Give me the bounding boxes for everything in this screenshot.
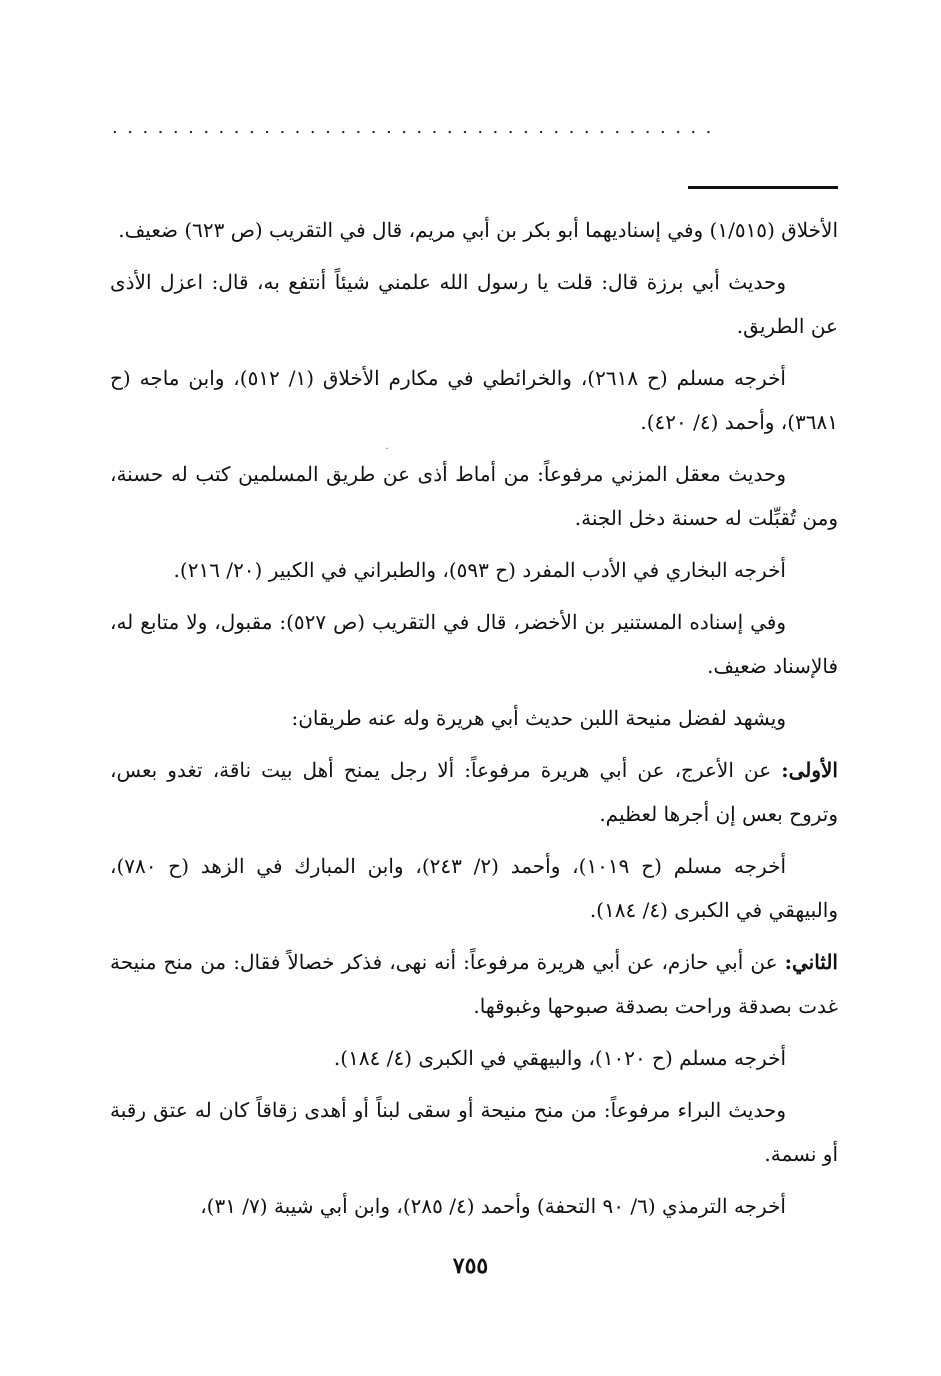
- paragraph-4: وحديث معقل المزني مرفوعاً: من أماط أذى عن طريق المسلمين كتب له حسنة، ومن تُقبِّلت له حسنة دخل الجنة.: [110, 462, 838, 530]
- footnote-separator-rule: [688, 186, 838, 189]
- page-number: ٧٥٥: [452, 1253, 489, 1279]
- paragraph-2: وحديث أبي برزة قال: قلت يا رسول الله علمني شيئاً أنتفع به، قال: اعزل الأذى عن الطريق.: [110, 270, 838, 338]
- footnote-text-block: [110, 208, 838, 1236]
- paragraph-10-body: عن أبي حازم، عن أبي هريرة مرفوعاً: أنه نهى، فذكر خصالاً فقال: من منح منيحة غدت بصدقة وراحت بصدقة صبوحها وغبوقها.: [110, 950, 838, 1018]
- paragraph-13: أخرجه الترمذي (٦/ ٩٠ التحفة) وأحمد (٤/ ٢٨٥)، وابن أبي شيبة (٧/ ٣١)،: [200, 1194, 786, 1218]
- paragraph-12: وحديث البراء مرفوعاً: من منح منيحة أو سقى لبناً أو أهدى زقاقاً كان له عتق رقبة أو نسمة.: [110, 1098, 838, 1166]
- paragraph-7: ويشهد لفضل منيحة اللبن حديث أبي هريرة وله عنه طريقان:: [291, 706, 786, 730]
- paragraph-6: وفي إسناده المستنير بن الأخضر، قال في التقريب (ص ٥٢٧): مقبول، ولا متابع له، فالإسناد ضعيف.: [110, 610, 838, 678]
- paragraph-9: أخرجه مسلم (ح ١٠١٩)، وأحمد (٢/ ٢٤٣)، وابن المبارك في الزهد (ح ٧٨٠)، والبيهقي في الكبرى (٤/ ١٨٤).: [110, 854, 838, 922]
- scan-speck: ˙: [384, 446, 390, 460]
- paragraph-11: أخرجه مسلم (ح ١٠٢٠)، والبيهقي في الكبرى (٤/ ١٨٤).: [333, 1046, 786, 1070]
- dotted-header-rule: ........................................: [112, 118, 721, 138]
- paragraph-3: أخرجه مسلم (ح ٢٦١٨)، والخرائطي في مكارم الأخلاق (١/ ٥١٢)، وابن ماجه (ح ٣٦٨١)، وأحمد (٤/ ٤٢٠).: [110, 366, 838, 434]
- paragraph-8-lead: الأولى:: [781, 758, 838, 782]
- paragraph-5: أخرجه البخاري في الأدب المفرد (ح ٥٩٣)، والطبراني في الكبير (٢٠/ ٢١٦).: [173, 558, 786, 582]
- paragraph-1: الأخلاق (١/٥١٥) وفي إسناديهما أبو بكر بن أبي مريم، قال في التقريب (ص ٦٢٣) ضعيف.: [118, 218, 838, 242]
- paragraph-10-lead: الثاني:: [784, 950, 838, 974]
- paragraph-10: [110, 940, 838, 1028]
- paragraph-8: [110, 748, 838, 836]
- paragraph-8-body: عن الأعرج، عن أبي هريرة مرفوعاً: ألا رجل يمنح أهل بيت ناقة، تغدو بعس، وتروح بعس إن أجرها لعظيم.: [110, 758, 838, 826]
